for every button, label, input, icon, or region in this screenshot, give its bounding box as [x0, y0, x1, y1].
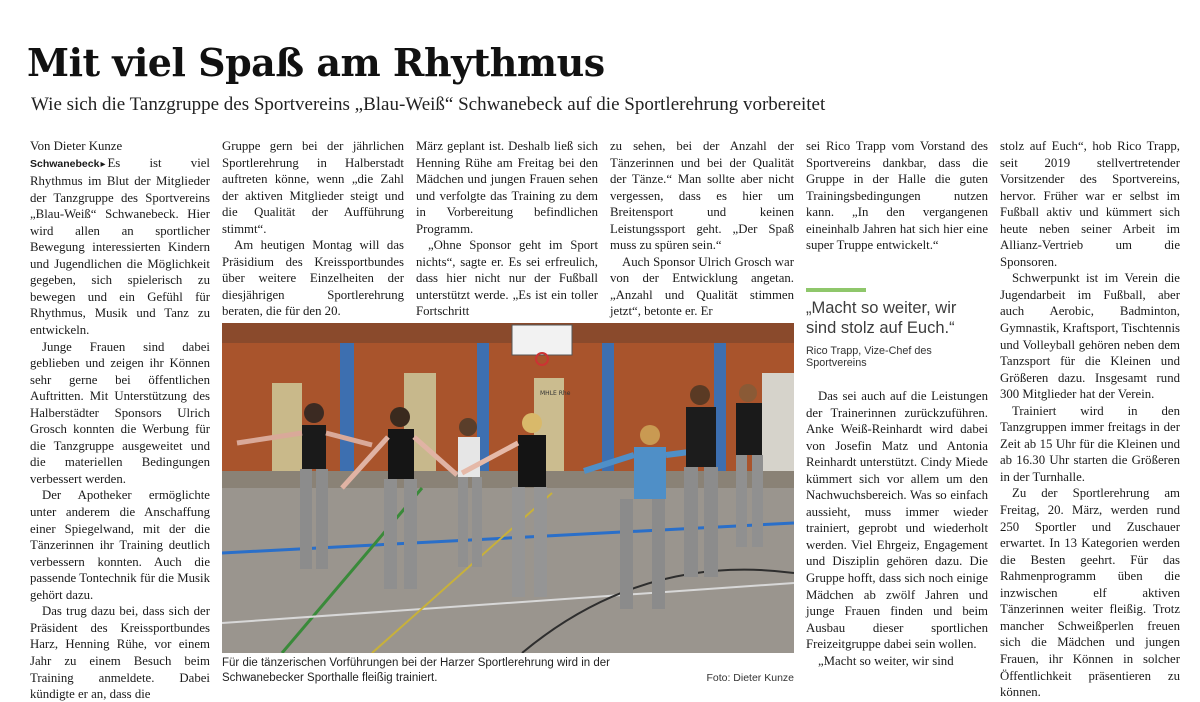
paragraph: „Macht so weiter, wir sind [818, 653, 954, 668]
column-5-bottom [806, 388, 988, 669]
pull-quote: „Macht so weiter, wir sind stolz auf Euch.“ [806, 299, 957, 337]
paragraph: März geplant ist. Deshalb ließ sich Henning Rühe am Freitag bei den Mädchen und jungen Frauen sehen und verfolgte das Training zu dem in Vorbereitung befindlichen Programm. [416, 139, 598, 236]
paragraph: Trainiert wird in den Tanzgruppen immer freitags in der Zeit ab 15 Uhr für die Kleinen und ab 16.30 Uhr starten die Größeren in der Turnhalle. [1000, 403, 1180, 484]
paragraph: sei Rico Trapp vom Vorstand des Sportvereins dankbar, dass die Gruppe in der Halle die guten Trainingsbedingungen nutzen kann. „In den vergangenen eineinhalb Jahren hat sich hier eine super Truppe entwickelt.“ [806, 139, 988, 253]
column-6 [1000, 138, 1180, 701]
pull-quote-attribution: Rico Trapp, Vize-Chef des Sportvereins [806, 345, 932, 369]
paragraph: Gruppe gern bei der jährlichen Sportlerehrung in Halberstadt auftreten könne, wenn „die Zahl der aktiven Mitglieder steigt und die Qualität der Aufführung stimmt“. [222, 139, 404, 236]
column-4 [610, 138, 794, 320]
paragraph: zu sehen, bei der Anzahl der Tänzerinnen und bei der Qualität der Tänze.“ Man sollte aber nicht vergessen, dass es hier um Breitensport und keinen Leistungssport geht. „Der Spaß muss zu spüren sein.“ [610, 139, 794, 253]
column-3 [416, 138, 598, 320]
column-2 [222, 138, 404, 320]
photo-caption-block [222, 656, 794, 686]
paragraph-text: Es ist viel Rhythmus im Blut der Mitglieder der Tanzgruppe des Sportvereins „Blau-Weiß“ Schwanebeck. Hier wird allen an sportlicher Bewegung interessierten Kindern und Jugendlichen die Möglichkeit gegeben, sich spielerisch zu bewegen und ein Gefühl für Rhythmus, Musik und Tanz zu entwickeln. [30, 155, 210, 338]
gym-dance-scene [222, 323, 794, 653]
dateline: Schwanebeck [30, 157, 100, 170]
paragraph: „Ohne Sponsor geht im Sport nichts“, sagte er. Es sei erfreulich, dass hier nicht nur der Fußball unterstützt werde. „Es ist ein toller Fortschritt [416, 238, 598, 319]
paragraph: Der Apotheker ermöglichte unter anderem die Anschaffung einer Spiegelwand, mit der die Tänzerinnen ihr Training deutlich verbessern konnten. Auch die passende Tontechnik für die Musik gehört dazu. [30, 488, 210, 602]
paragraph: Zu der Sportlerehrung am Freitag, 20. März, werden rund 250 Sportler und Zuschauer erwartet. In 13 Kategorien werden die Besten geehrt. Für das Rahmenprogramm üben die inzwischen elf aktiven Tänzerinnen weiter fleißig. Trotz mancher Schweißperlen freuen sich die Mädchen und jungen Frauen, ihr Können in solcher Öffentlichkeit präsentieren zu können. [1000, 486, 1180, 700]
paragraph: Schwerpunkt ist im Verein die Jugendarbeit im Fußball, aber auch Aerobic, Badminton, Gymnastik, Kraftsport, Tischtennis und Volleyball gehören neben dem Tanzsport für die Kleinen und Größeren dazu. Insgesamt rund 300 Mitglieder hat der Verein. [1000, 271, 1180, 402]
paragraph: stolz auf Euch“, hob Rico Trapp, seit 2019 stellvertretender Vorsitzender des Sportvereins, hervor. Früher war er selbst im Fußball aktiv und kümmert sich heute neben seiner Arbeit im Allianz-Vertrieb um die Sponsoren. [1000, 139, 1180, 269]
subheadline: Wie sich die Tanzgruppe des Sportvereins „Blau-Weiß“ Schwanebeck auf die Sportlerehrung vorbereitet [31, 94, 826, 115]
wall-sign: MHLE Rhe [540, 390, 571, 397]
paragraph: Junge Frauen sind dabei geblieben und zeigen ihr Können sehr gerne bei öffentlichen Auftritten. Mit Unterstützung des Halberstädter Sponsors Ulrich Grosch konnten die Werbung für die Tanzgruppe ausgeweitet und die materiellen Bedingungen verbessert werden. [30, 339, 210, 486]
photo-credit: Foto: Dieter Kunze [706, 672, 794, 684]
paragraph: Das trug dazu bei, dass sich der Präsident des Kreissportbundes Harz, Henning Rühe, vor einem Jahr zu einem Besuch beim Training anmeldete. Dabei kündigte er an, dass die [30, 604, 210, 702]
dateline-arrow-icon: ▸ [100, 158, 106, 170]
headline: Mit viel Spaß am Rhythmus [27, 40, 605, 85]
paragraph: Auch Sponsor Ulrich Grosch war von der Entwicklung angetan. „Anzahl und Qualität stimmen jetzt“, betonte er. Er [610, 254, 794, 319]
paragraph: Am heutigen Montag will das Präsidium des Kreissportbundes über weitere Einzelheiten der diesjährigen Sportlerehrung beraten, die für den 20. [222, 238, 404, 319]
article-photo [222, 323, 794, 653]
column-5-top [806, 138, 988, 254]
byline: Von Dieter Kunze [30, 139, 123, 153]
photo-caption: Für die tänzerischen Vorführungen bei der Harzer Sportlerehrung wird in der Schwanebecker Sporthalle fleißig trainiert. [222, 657, 611, 684]
column-1 [30, 138, 210, 702]
quote-accent-rule [806, 288, 866, 292]
paragraph: Das sei auch auf die Leistungen der Trainerinnen zurückzuführen. Anke Weiß-Reinhardt wird dabei von Josefin Matz und Antonia Reinhardt unterstützt. Cindy Miede kümmert sich vor allem um den Nachwuchsbereich. Was so einfach aussieht, muss immer wieder trainiert, geprobt und wiederholt werden. Viel Ehrgeiz, Engagement und Disziplin gehören dazu. Die Gruppe hofft, dass sich noch einige Mädchen ab zwölf Jahren und junge Frauen finden und beim Ausbau dieser sportlichen Freizeitgruppe dabei sein wollen. [806, 389, 988, 652]
paragraph [30, 155, 210, 339]
